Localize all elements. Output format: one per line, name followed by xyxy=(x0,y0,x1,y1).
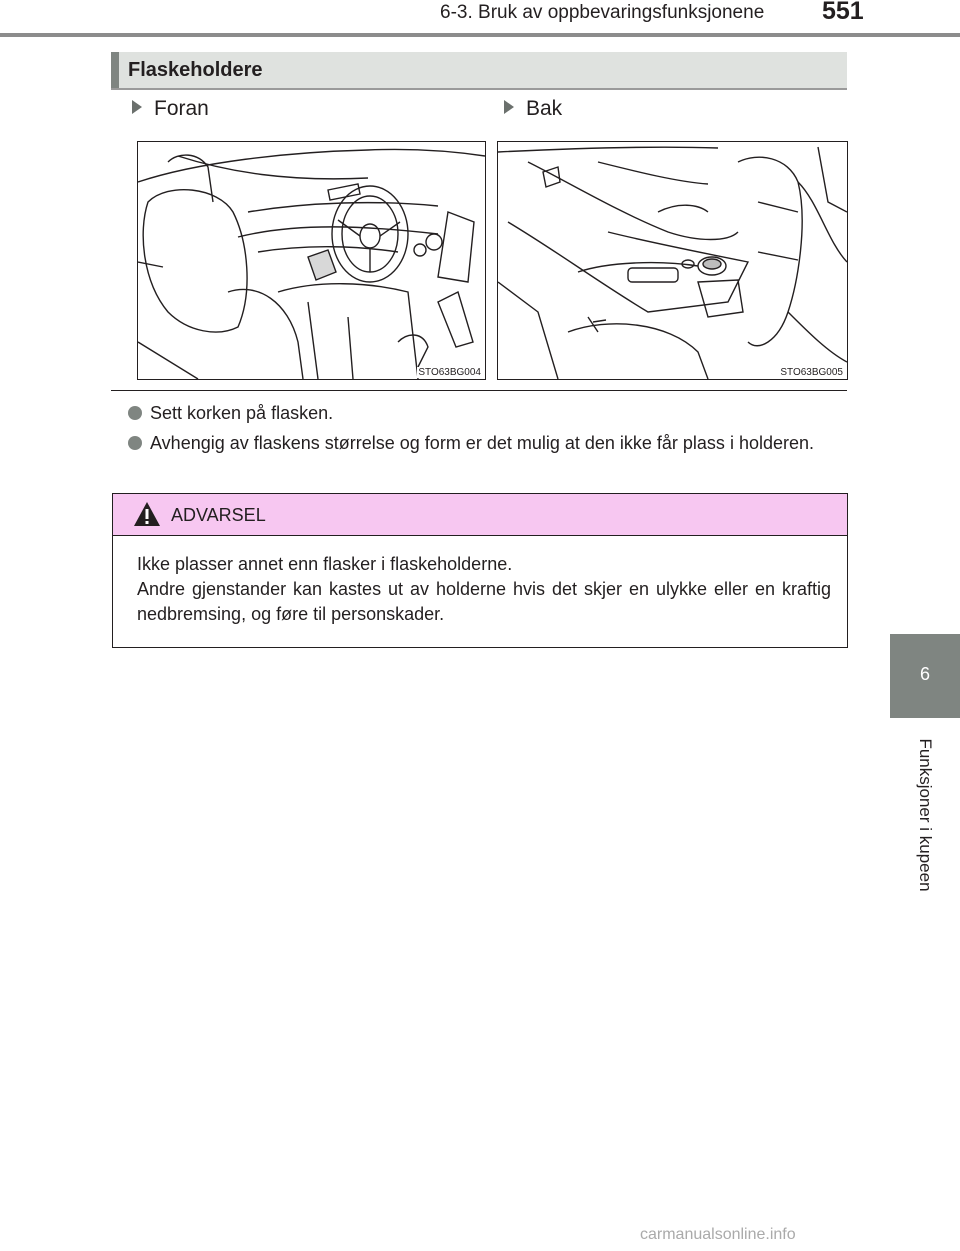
chapter-tab-number: 6 xyxy=(919,664,930,684)
rear-console-illustration xyxy=(498,142,847,379)
figure-rear-console xyxy=(497,141,848,380)
warning-body xyxy=(137,552,831,627)
bullet-item xyxy=(128,430,846,456)
warning-title: ADVARSEL xyxy=(171,505,266,525)
chapter-tab xyxy=(890,634,960,718)
front-interior-illustration xyxy=(138,142,485,379)
warning-triangle-icon xyxy=(133,501,161,527)
figure-label-front-text: Foran xyxy=(154,97,209,120)
figure-code-front: STO63BG004 xyxy=(418,367,481,378)
header-rule xyxy=(0,33,960,37)
page-number: 551 xyxy=(822,0,864,25)
section-marker xyxy=(111,52,119,88)
section-heading xyxy=(111,52,847,90)
figure-label-rear xyxy=(504,97,562,121)
figure-label-rear-text: Bak xyxy=(526,97,563,120)
bullet-text: Avhengig av flaskens størrelse og form er det mulig at den ikke får plass i holderen. xyxy=(150,433,814,453)
section-title: Flaskeholdere xyxy=(128,59,263,81)
triangle-bullet-icon xyxy=(132,100,142,114)
figure-divider xyxy=(111,390,847,391)
figure-code-rear: STO63BG005 xyxy=(780,367,843,378)
chapter-title: 6-3. Bruk av oppbevaringsfunksjonene xyxy=(440,2,765,23)
bullet-dot-icon xyxy=(128,406,142,420)
bullet-text: Sett korken på flasken. xyxy=(150,403,334,423)
triangle-bullet-icon xyxy=(504,100,514,114)
figure-front-interior xyxy=(137,141,486,380)
figure-label-front xyxy=(132,97,209,121)
warning-box xyxy=(112,493,848,648)
warning-line: Andre gjenstander kan kastes ut av holderne hvis det skjer en ulykke eller en kraftig nedbremsing, og føre til personskader. xyxy=(137,579,831,624)
chapter-tab-label: Funksjoner i kupeen xyxy=(916,738,935,892)
warning-line: Ikke plasser annet enn flasker i flaskeholderne. xyxy=(137,554,513,574)
bullet-item xyxy=(128,400,846,426)
warning-header xyxy=(113,494,847,536)
watermark: carmanualsonline.info xyxy=(640,1226,796,1243)
bullet-dot-icon xyxy=(128,436,142,450)
